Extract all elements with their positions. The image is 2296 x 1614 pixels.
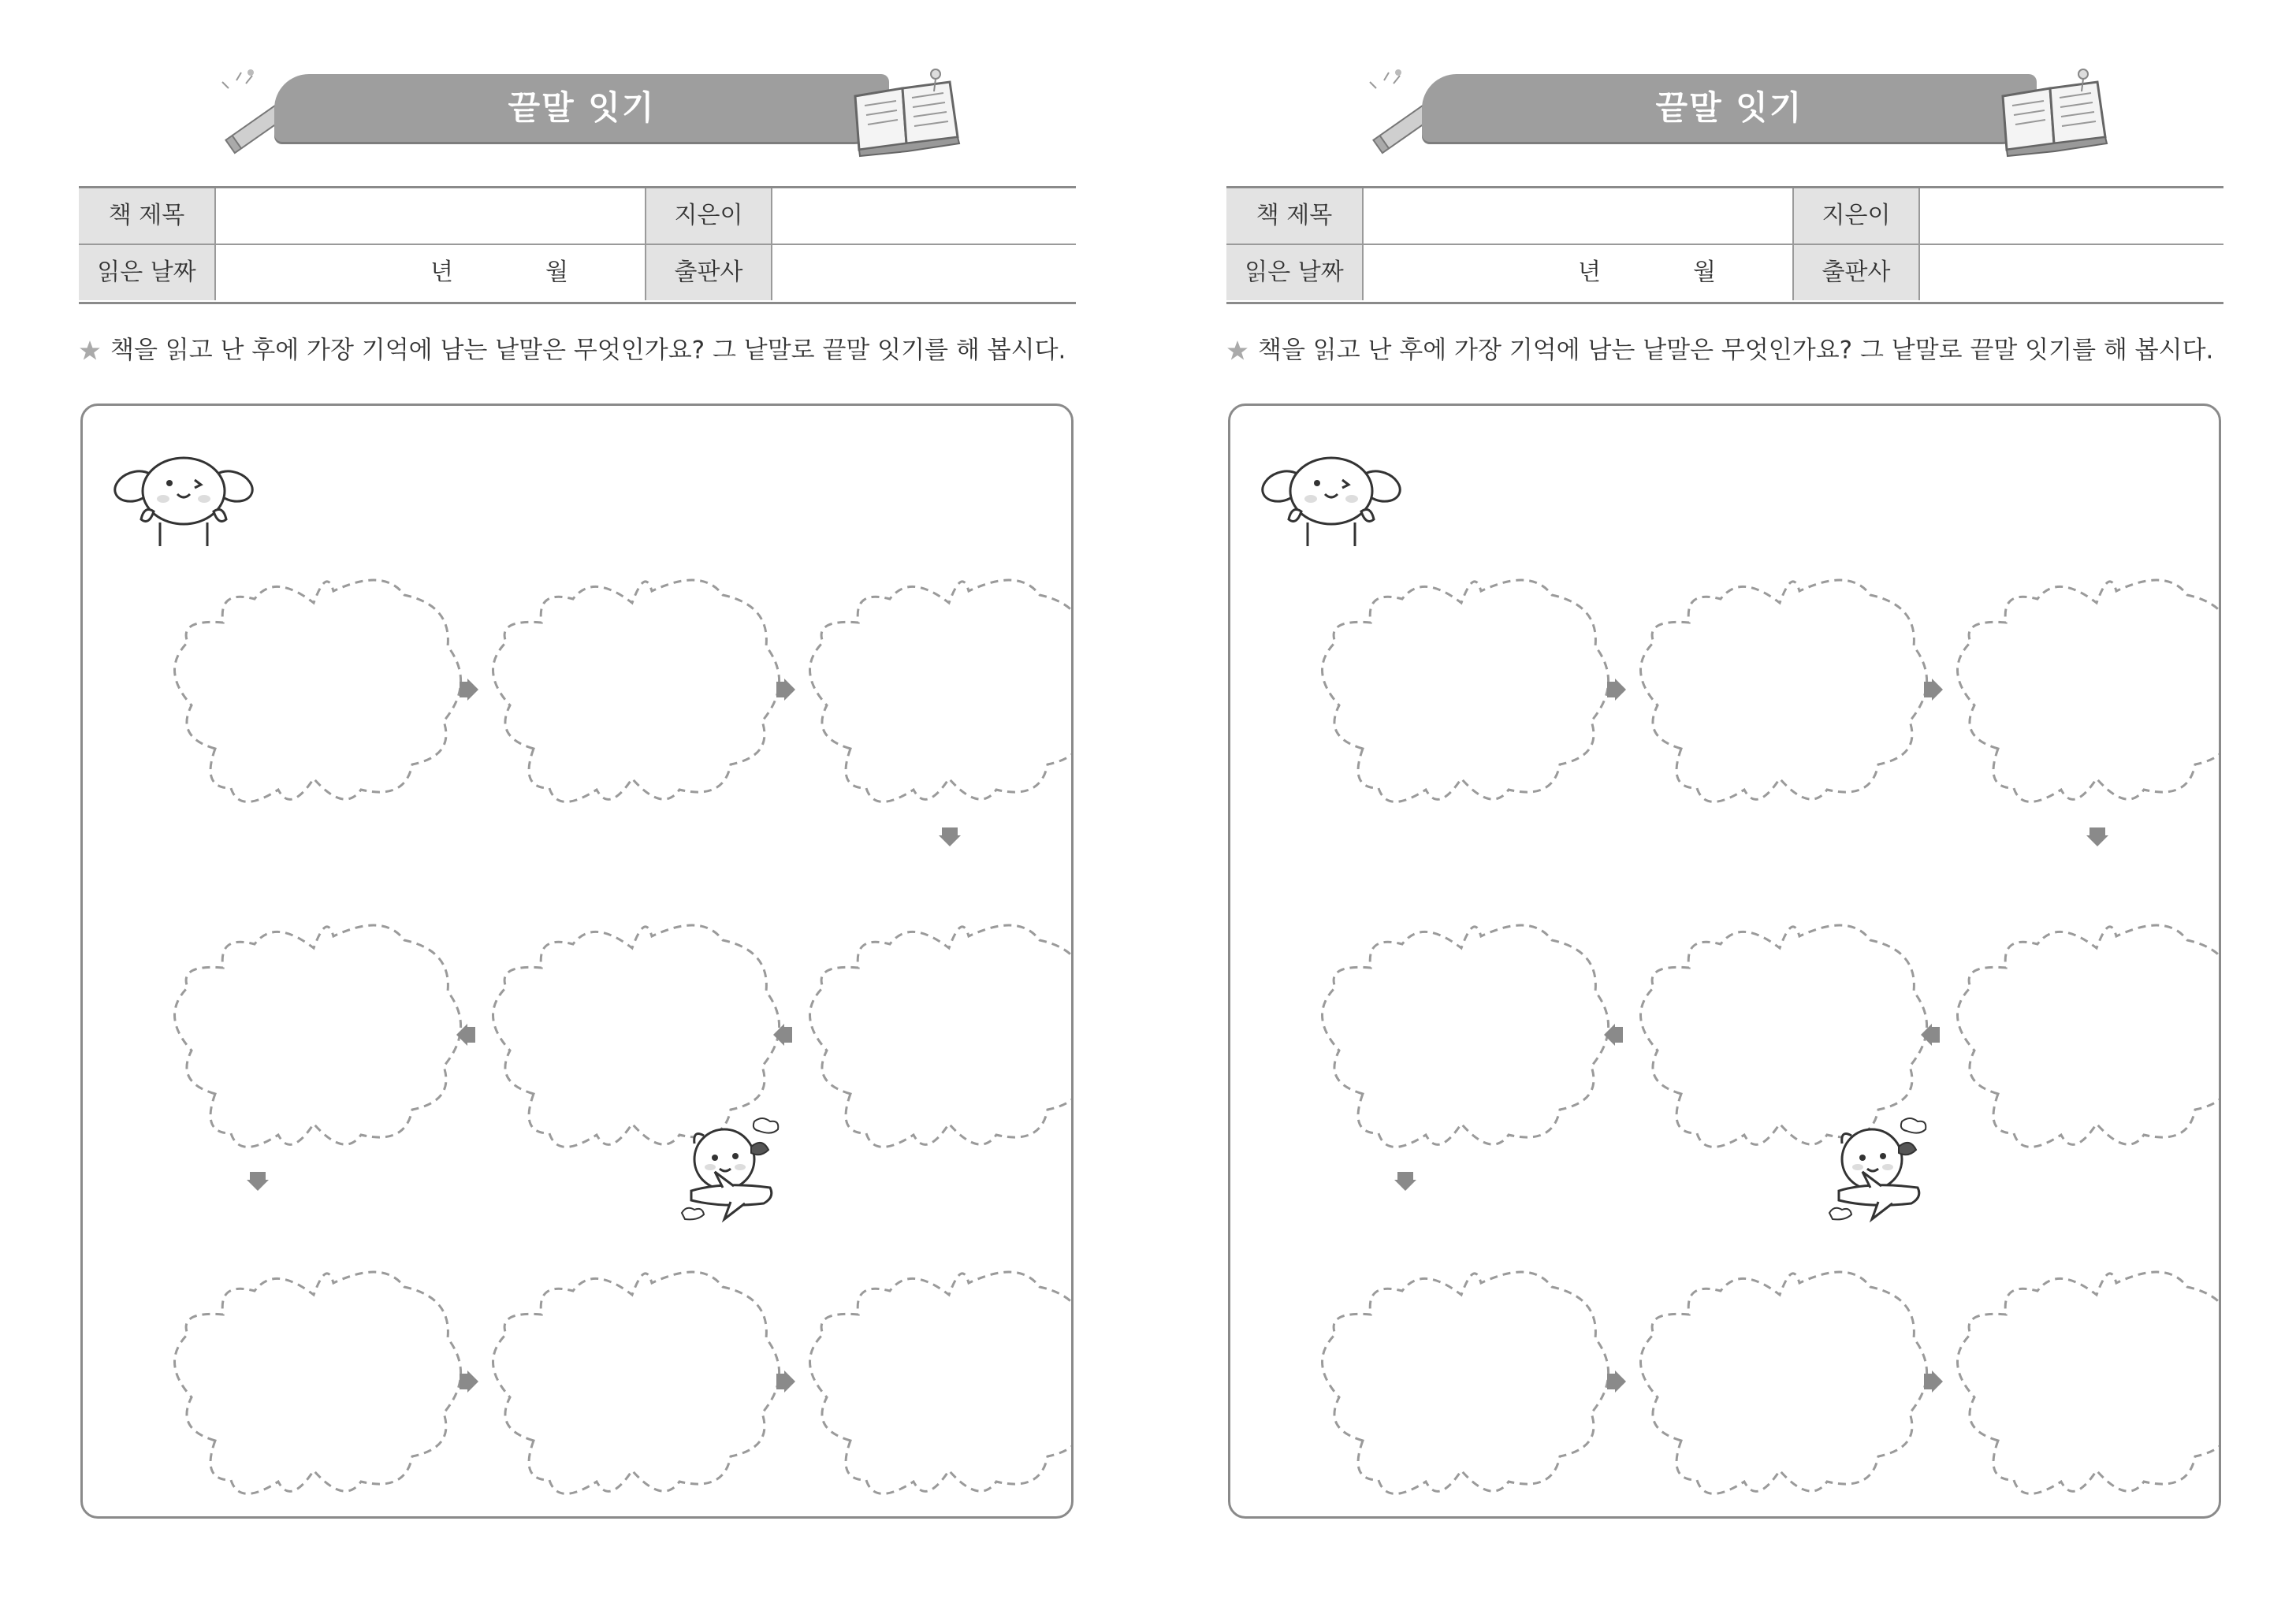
title-banner — [1353, 65, 2109, 158]
author-label: 지은이 — [1792, 188, 1920, 244]
arrow-icon-2 — [776, 679, 795, 701]
instruction — [79, 329, 1103, 369]
month-unit: 월 — [1693, 258, 1716, 286]
word-cloud-8[interactable] — [493, 1272, 780, 1493]
year-unit: 년 — [430, 258, 453, 286]
arrow-icon-4 — [1921, 1024, 1940, 1046]
word-cloud-1[interactable] — [1323, 580, 1609, 801]
arrow-icon-2 — [1924, 679, 1943, 701]
publisher-field[interactable] — [772, 245, 1076, 300]
word-cloud-3[interactable] — [1958, 580, 2219, 801]
word-cloud-4[interactable] — [1323, 925, 1609, 1147]
arrow-icon-3 — [939, 827, 961, 846]
word-cloud-2[interactable] — [493, 580, 780, 801]
arrow-icon-6 — [1394, 1172, 1416, 1191]
publisher-label: 출판사 — [1792, 245, 1920, 300]
month-unit: 월 — [545, 258, 568, 286]
book-title-field[interactable] — [1364, 188, 1792, 244]
read-date-field[interactable] — [1364, 245, 1792, 300]
author-label: 지은이 — [645, 188, 772, 244]
cloud-chain — [1230, 406, 2219, 1516]
arrow-icon-4 — [773, 1024, 792, 1046]
arrow-icon-6 — [247, 1172, 269, 1191]
arrow-icon-1 — [1607, 679, 1626, 701]
worksheet-page-right — [1148, 0, 2295, 1614]
publisher-label: 출판사 — [645, 245, 772, 300]
word-cloud-5[interactable] — [1641, 925, 1927, 1147]
arrow-icon-8 — [776, 1370, 795, 1393]
arrow-icon-1 — [460, 679, 478, 701]
read-date-field[interactable] — [216, 245, 645, 300]
arrow-icon-5 — [1604, 1024, 1623, 1046]
book-title-label: 책 제목 — [79, 188, 216, 244]
cloud-chain — [83, 406, 1071, 1516]
author-field[interactable] — [1920, 188, 2223, 244]
word-cloud-7[interactable] — [1323, 1272, 1609, 1493]
puppy-mascot — [1260, 453, 1402, 548]
word-cloud-8[interactable] — [1641, 1272, 1927, 1493]
word-cloud-9[interactable] — [1958, 1272, 2219, 1493]
arrow-icon-5 — [456, 1024, 475, 1046]
publisher-field[interactable] — [1920, 245, 2223, 300]
instruction — [1226, 329, 2251, 369]
instruction-text: 책을 읽고 난 후에 가장 기억에 남는 낱말은 무엇인가요? 그 낱말로 끝말 잇기를 해 봅시다. — [1258, 336, 2214, 365]
book-info-table — [79, 186, 1076, 304]
star-icon — [1226, 340, 1248, 362]
open-book-icon — [847, 65, 966, 158]
word-cloud-5[interactable] — [493, 925, 780, 1147]
arrow-icon-7 — [1607, 1370, 1626, 1393]
open-book-icon — [1995, 65, 2113, 158]
star-icon — [79, 340, 101, 362]
instruction-text: 책을 읽고 난 후에 가장 기억에 남는 낱말은 무엇인가요? 그 낱말로 끝말 잇기를 해 봅시다. — [110, 336, 1066, 365]
word-cloud-6[interactable] — [1958, 925, 2219, 1147]
word-cloud-1[interactable] — [175, 580, 461, 801]
book-info-table — [1226, 186, 2223, 304]
word-cloud-3[interactable] — [810, 580, 1071, 801]
arrow-icon-8 — [1924, 1370, 1943, 1393]
page-title: 끝말 잇기 — [508, 88, 656, 127]
word-cloud-6[interactable] — [810, 925, 1071, 1147]
title-banner — [205, 65, 962, 158]
year-unit: 년 — [1578, 258, 1601, 286]
word-cloud-4[interactable] — [175, 925, 461, 1147]
book-title-label: 책 제목 — [1226, 188, 1364, 244]
arrow-icon-3 — [2086, 827, 2108, 846]
arrow-icon-7 — [460, 1370, 478, 1393]
word-chain-board — [80, 404, 1074, 1519]
puppy-airplane-mascot — [1823, 1115, 1941, 1233]
word-chain-board — [1228, 404, 2221, 1519]
word-cloud-7[interactable] — [175, 1272, 461, 1493]
puppy-airplane-mascot — [675, 1115, 794, 1233]
page-title: 끝말 잇기 — [1655, 88, 1803, 127]
read-date-label: 읽은 날짜 — [1226, 245, 1364, 300]
read-date-label: 읽은 날짜 — [79, 245, 216, 300]
word-cloud-9[interactable] — [810, 1272, 1071, 1493]
author-field[interactable] — [772, 188, 1076, 244]
word-cloud-2[interactable] — [1641, 580, 1927, 801]
puppy-mascot — [113, 453, 255, 548]
book-title-field[interactable] — [216, 188, 645, 244]
